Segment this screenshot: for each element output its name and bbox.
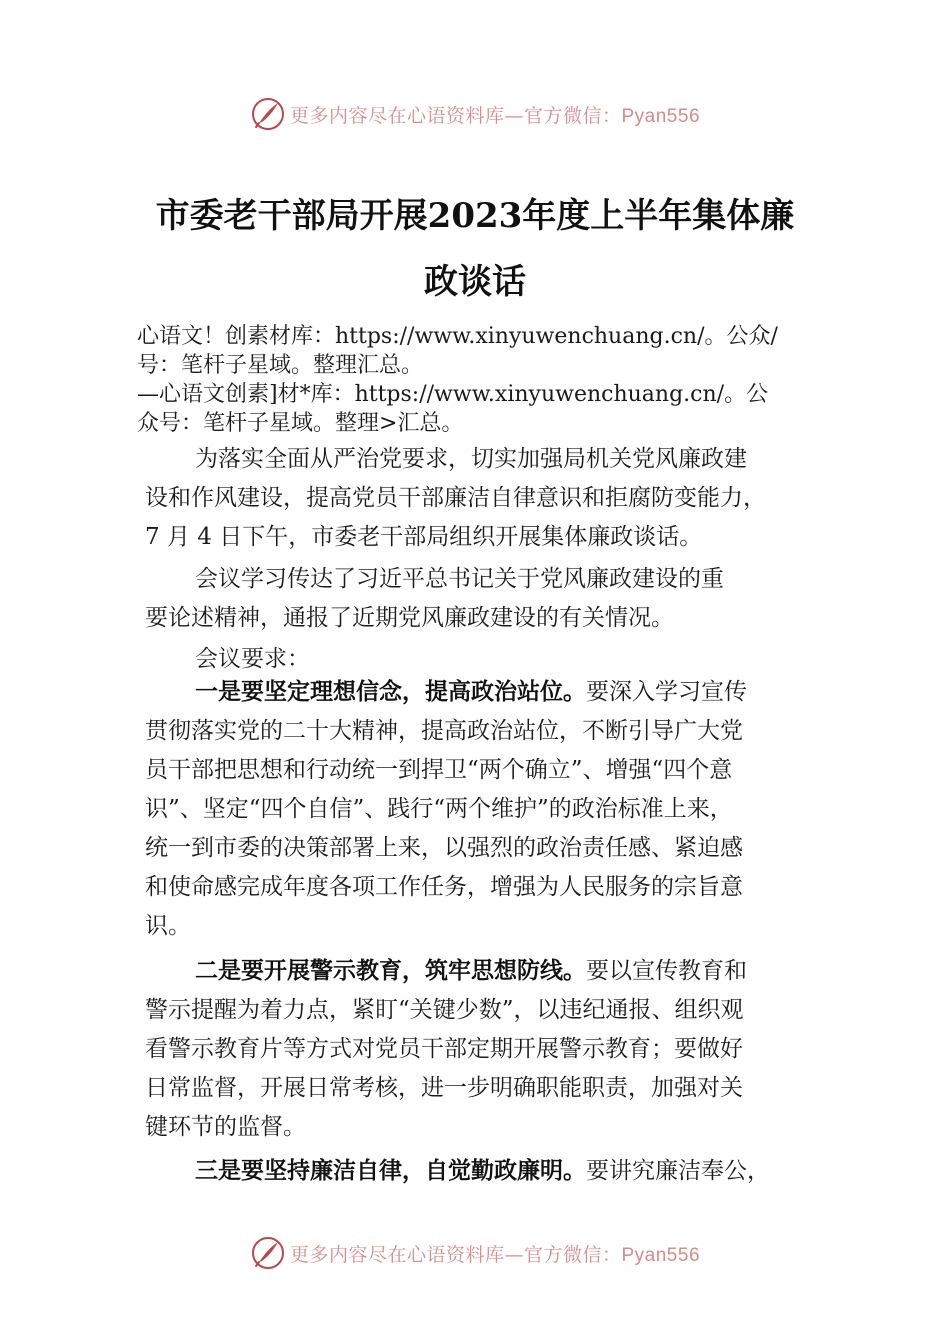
feather-quill-logo-icon <box>250 96 286 132</box>
paragraph-line: 键环节的监督。 <box>145 1114 306 1140</box>
paragraph-line: 会议要求： <box>195 646 310 672</box>
paragraph-line: 一是要坚定理想信念，提高政治站位。要深入学习宣传 <box>195 679 747 705</box>
feather-quill-logo-icon <box>250 1235 286 1271</box>
paragraph-line: 三是要坚持廉洁自律，自觉勤政廉明。要讲究廉洁奉公， <box>195 1158 770 1184</box>
wechat-id: Pyan556 <box>621 105 701 127</box>
paragraph-line: 员干部把思想和行动统一到捍卫“两个确立”、增强“四个意 <box>145 757 733 783</box>
source-note-line: 众号：笔杆子星域。整理>汇总。 <box>137 411 464 436</box>
source-note-2 <box>137 380 837 438</box>
banner-text: 更多内容尽在心语资料库—官方微信：Pyan556 <box>289 104 701 127</box>
body-paragraph-1 <box>145 440 825 557</box>
wechat-id: Pyan556 <box>621 1244 701 1266</box>
requirement-2-heading: 二是要开展警示教育，筑牢思想防线。 <box>195 958 586 984</box>
document-title-line-2: 政谈话 <box>424 262 526 302</box>
footer-banner <box>0 1233 950 1273</box>
paragraph-line: 日常监督，开展日常考核，进一步明确职能职责，加强对关 <box>145 1075 743 1101</box>
source-note-line: 号：笔杆子星域。整理汇总。 <box>137 353 424 378</box>
source-note-line: 心语文！创素材库：https://www.xinyuwenchuang.cn/。公众/ <box>137 324 778 349</box>
paragraph-line: 贯彻落实党的二十大精神，提高政治站位，不断引导广大党 <box>145 718 743 744</box>
requirement-1-heading: 一是要坚定理想信念，提高政治站位。 <box>195 679 586 705</box>
header-banner <box>0 94 950 134</box>
requirement-1-paragraph <box>145 673 825 946</box>
paragraph-line: 和使命感完成年度各项工作任务，增强为人民服务的宗旨意 <box>145 874 743 900</box>
paragraph-line: 7 月 4 日下午，市委老干部局组织开展集体廉政谈话。 <box>145 524 703 550</box>
paragraph-line: 二是要开展警示教育，筑牢思想防线。要以宣传教育和 <box>195 958 747 984</box>
requirement-3-heading: 三是要坚持廉洁自律，自觉勤政廉明。 <box>195 1158 586 1184</box>
paragraph-line: 为落实全面从严治党要求，切实加强局机关党风廉政建 <box>195 446 747 472</box>
requirement-3-paragraph <box>145 1152 825 1191</box>
paragraph-line: 识”、坚定“四个自信”、践行“两个维护”的政治标准上来， <box>145 796 733 822</box>
paragraph-line: 设和作风建设，提高党员干部廉洁自律意识和拒腐防变能力， <box>145 485 766 511</box>
source-note-1 <box>137 322 837 380</box>
requirement-2-paragraph <box>145 952 825 1147</box>
document-title-line-1: 市委老干部局开展2023年度上半年集体廉 <box>155 196 795 236</box>
paragraph-line: 会议学习传达了习近平总书记关于党风廉政建设的重 <box>195 566 724 592</box>
banner-text: 更多内容尽在心语资料库—官方微信：Pyan556 <box>289 1243 701 1266</box>
paragraph-line: 统一到市委的决策部署上来，以强烈的政治责任感、紧迫感 <box>145 835 743 861</box>
body-paragraph-2 <box>145 560 825 638</box>
paragraph-line: 看警示教育片等方式对党员干部定期开展警示教育；要做好 <box>145 1036 743 1062</box>
paragraph-line: 识。 <box>145 913 191 939</box>
paragraph-line: 警示提醒为着力点，紧盯“关键少数”，以违纪通报、组织观 <box>145 997 744 1023</box>
source-note-line: —心语文创素]材*库：https://www.xinyuwenchuang.cn/。公 <box>137 382 769 407</box>
paragraph-line: 要论述精神，通报了近期党风廉政建设的有关情况。 <box>145 605 674 631</box>
